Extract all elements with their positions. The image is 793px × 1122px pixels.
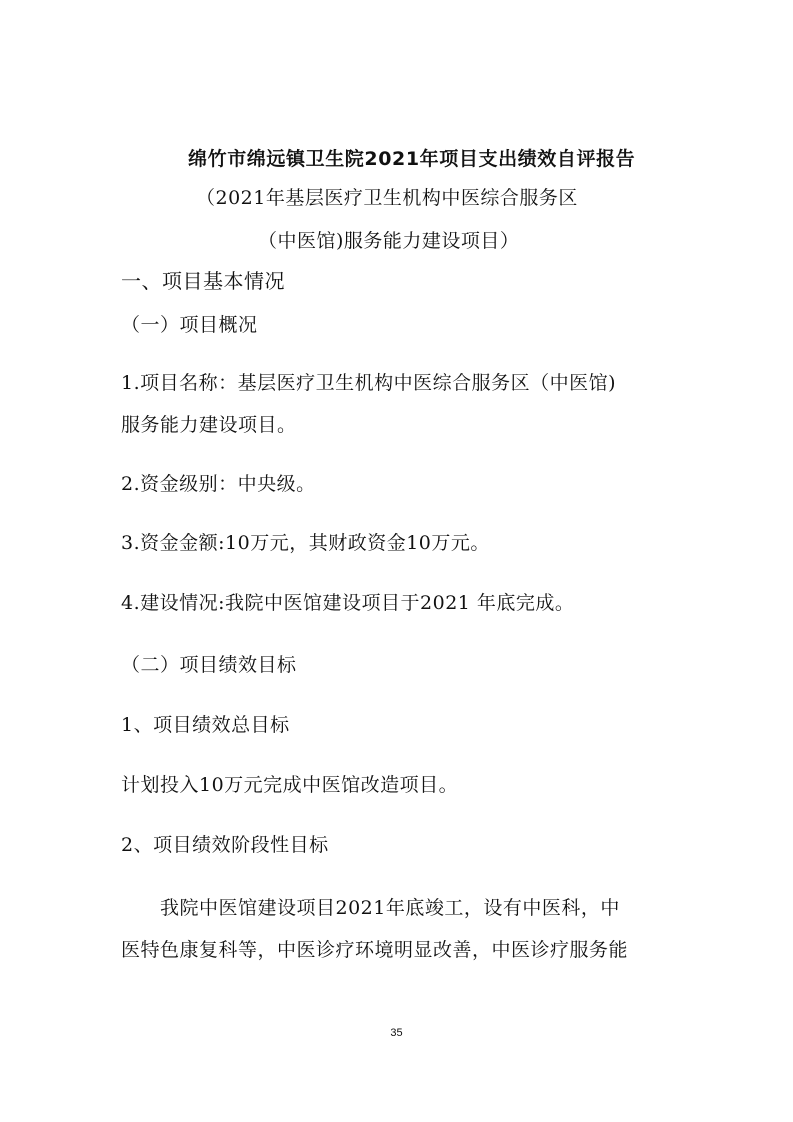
- overall-goal-text: 计划投入10万元完成中医馆改造项目。: [121, 774, 459, 796]
- project-name-line-2: 服务能力建设项目。: [121, 414, 297, 436]
- project-name-line-1: 1.项目名称：基层医疗卫生机构中医综合服务区（中医馆): [121, 372, 617, 394]
- subsection-heading-performance-goals: （二）项目绩效目标: [121, 654, 297, 676]
- report-subtitle-line-1: （2021年基层医疗卫生机构中医综合服务区: [196, 187, 578, 209]
- report-title: 绵竹市绵远镇卫生院2021年项目支出绩效自评报告: [188, 148, 636, 170]
- stage-goal-paragraph-line-1: 我院中医馆建设项目2021年底竣工，设有中医科，中: [160, 897, 620, 919]
- construction-status: 4.建设情况:我院中医馆建设项目于2021 年底完成。: [121, 592, 575, 614]
- overall-goal-heading: 1、项目绩效总目标: [121, 714, 290, 736]
- funding-amount: 3.资金金额:10万元，其财政资金10万元。: [121, 532, 490, 554]
- report-subtitle-line-2: （中医馆)服务能力建设项目）: [258, 230, 520, 252]
- page-number: 35: [390, 1027, 403, 1039]
- stage-goal-paragraph-line-2: 医特色康复科等，中医诊疗环境明显改善，中医诊疗服务能: [121, 939, 629, 961]
- stage-goal-heading: 2、项目绩效阶段性目标: [121, 834, 329, 856]
- funding-level: 2.资金级别：中央级。: [121, 473, 316, 495]
- section-heading-basic-info: 一、项目基本情况: [121, 269, 285, 293]
- subsection-heading-overview: （一）项目概况: [121, 314, 258, 336]
